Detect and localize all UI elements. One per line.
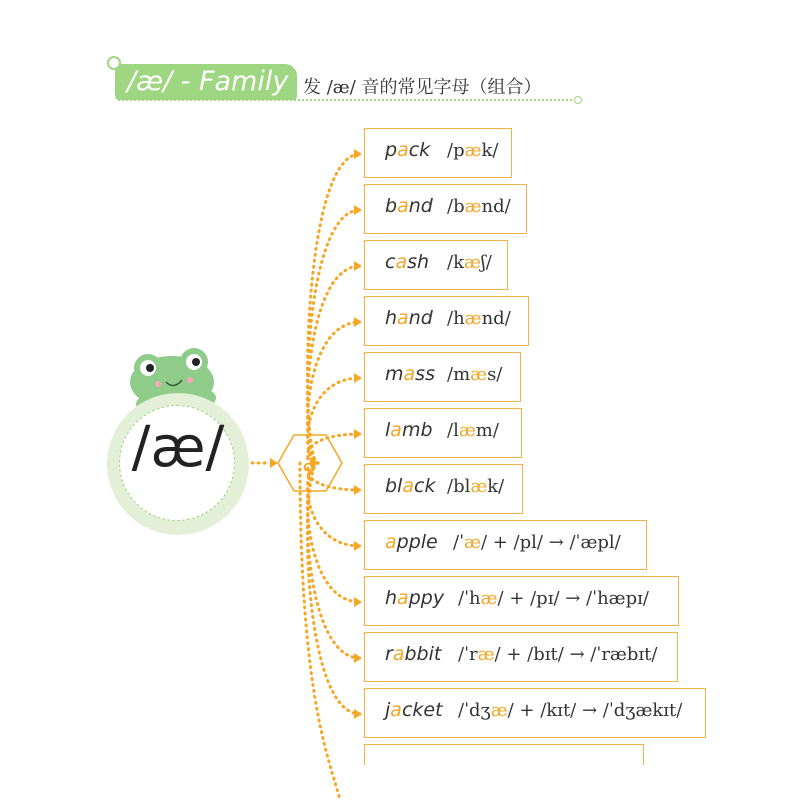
- ipa-highlight: æ: [463, 252, 481, 273]
- ipa-suffix: nd/: [481, 308, 511, 329]
- ipa-prefix: /m: [447, 364, 471, 385]
- ipa-suffix: m/: [475, 420, 499, 441]
- hub-letter: a: [302, 449, 318, 477]
- page-subtitle: 发 /æ/ 音的常见字母（组合）: [303, 77, 542, 98]
- word-highlight: a: [392, 643, 405, 665]
- connector-line: [308, 463, 360, 714]
- ipa-highlight: æ: [470, 476, 488, 497]
- word-suffix: nd: [408, 195, 433, 217]
- word-highlight: a: [402, 475, 414, 497]
- word-prefix: r: [385, 643, 393, 665]
- word-prefix: p: [385, 139, 398, 161]
- ipa-text: [453, 532, 621, 553]
- ipa-text: [447, 196, 511, 217]
- ipa-highlight: æ: [464, 140, 482, 161]
- word-prefix: bl: [385, 475, 403, 497]
- word-text: [385, 139, 430, 161]
- word-row: [364, 520, 647, 570]
- arrow-icon: [354, 541, 362, 551]
- ipa-prefix: /ˈh: [458, 588, 481, 609]
- word-row: [364, 352, 521, 402]
- ipa-prefix: /l: [447, 420, 459, 441]
- ipa-prefix: /ˈdʒ: [458, 700, 491, 721]
- ipa-highlight: æ: [464, 196, 482, 217]
- word-suffix: ck: [414, 475, 436, 497]
- ipa-text: [447, 140, 499, 161]
- arrow-icon: [354, 317, 362, 327]
- word-suffix: ppy: [408, 587, 445, 609]
- word-row: [364, 128, 512, 178]
- word-suffix: ck: [408, 139, 431, 161]
- word-prefix: h: [385, 587, 398, 609]
- ipa-suffix: / + /kɪt/ → /ˈdʒækɪt/: [507, 700, 683, 721]
- ipa-prefix: /bl: [447, 476, 471, 497]
- word-suffix: nd: [408, 307, 433, 329]
- ipa-text: [447, 308, 511, 329]
- arrow-icon: [354, 429, 362, 439]
- ipa-text: [458, 644, 657, 665]
- ipa-text: [447, 252, 492, 273]
- word-row: [364, 408, 522, 458]
- word-highlight: a: [390, 699, 402, 721]
- ipa-suffix: / + /bɪt/ → /ˈræbɪt/: [494, 644, 658, 665]
- word-suffix: cket: [401, 699, 443, 721]
- word-highlight: a: [395, 251, 408, 273]
- ipa-suffix: ʃ/: [480, 252, 492, 273]
- arrow-icon: [354, 709, 362, 719]
- word-text: [385, 419, 433, 441]
- arrow-icon: [354, 149, 362, 159]
- ipa-highlight: æ: [470, 364, 488, 385]
- word-prefix: m: [385, 363, 404, 385]
- word-highlight: a: [403, 363, 416, 385]
- word-text: [385, 587, 444, 609]
- ipa-text: [458, 700, 682, 721]
- ipa-prefix: /ˈ: [453, 532, 465, 553]
- word-suffix: sh: [407, 251, 430, 273]
- phoneme-label: /æ/: [131, 415, 225, 480]
- word-text: [385, 195, 433, 217]
- ipa-suffix: k/: [481, 140, 499, 161]
- word-text: [385, 699, 443, 721]
- ipa-prefix: /ˈr: [458, 644, 478, 665]
- word-row: [364, 464, 523, 514]
- word-text: [385, 643, 441, 665]
- word-row: [364, 632, 678, 682]
- ipa-text: [447, 476, 504, 497]
- arrow-icon: [270, 458, 278, 468]
- ipa-prefix: /b: [447, 196, 465, 217]
- ipa-prefix: /k: [447, 252, 464, 273]
- ipa-text: [447, 420, 499, 441]
- word-row: [364, 296, 529, 346]
- word-prefix: j: [385, 699, 391, 721]
- ipa-highlight: æ: [464, 532, 481, 553]
- arrow-icon: [354, 261, 362, 271]
- word-row: [364, 240, 508, 290]
- word-text: [385, 307, 433, 329]
- word-highlight: a: [397, 307, 409, 329]
- arrow-icon: [354, 653, 362, 663]
- ipa-highlight: æ: [458, 420, 476, 441]
- ipa-highlight: æ: [490, 700, 508, 721]
- arrow-icon: [354, 485, 362, 495]
- word-suffix: bbit: [404, 643, 442, 665]
- word-row: [364, 184, 527, 234]
- arrow-icon: [354, 597, 362, 607]
- word-text: [385, 531, 438, 553]
- word-row: [364, 688, 706, 738]
- ipa-highlight: æ: [477, 644, 495, 665]
- word-suffix: mb: [401, 419, 433, 441]
- word-row: [364, 576, 679, 626]
- arrow-icon: [354, 373, 362, 383]
- word-text: [385, 475, 435, 497]
- word-suffix: pple: [396, 531, 438, 553]
- ipa-suffix: / + /pl/ → /ˈæpl/: [480, 532, 621, 553]
- ipa-text: [447, 364, 502, 385]
- ipa-suffix: k/: [487, 476, 505, 497]
- ipa-suffix: / + /pɪ/ → /ˈhæpɪ/: [497, 588, 649, 609]
- word-prefix: l: [385, 419, 391, 441]
- ipa-prefix: /h: [447, 308, 465, 329]
- word-highlight: a: [397, 139, 409, 161]
- word-highlight: a: [385, 531, 397, 553]
- connector-line: [308, 154, 360, 463]
- word-text: [385, 251, 429, 273]
- word-highlight: a: [397, 587, 409, 609]
- word-prefix: b: [385, 195, 398, 217]
- ipa-text: [458, 588, 649, 609]
- connector-line: [300, 463, 340, 800]
- ipa-highlight: æ: [464, 308, 482, 329]
- word-prefix: h: [385, 307, 398, 329]
- page-title: /æ/ - Family: [127, 66, 289, 97]
- word-prefix: c: [385, 251, 396, 273]
- ipa-suffix: s/: [487, 364, 503, 385]
- arrow-icon: [354, 205, 362, 215]
- ipa-prefix: /p: [447, 140, 465, 161]
- word-text: [385, 363, 435, 385]
- word-suffix: ss: [415, 363, 435, 385]
- word-highlight: a: [397, 195, 409, 217]
- word-row-partial: [364, 744, 644, 765]
- ipa-highlight: æ: [480, 588, 498, 609]
- word-highlight: a: [390, 419, 402, 441]
- ipa-suffix: nd/: [481, 196, 511, 217]
